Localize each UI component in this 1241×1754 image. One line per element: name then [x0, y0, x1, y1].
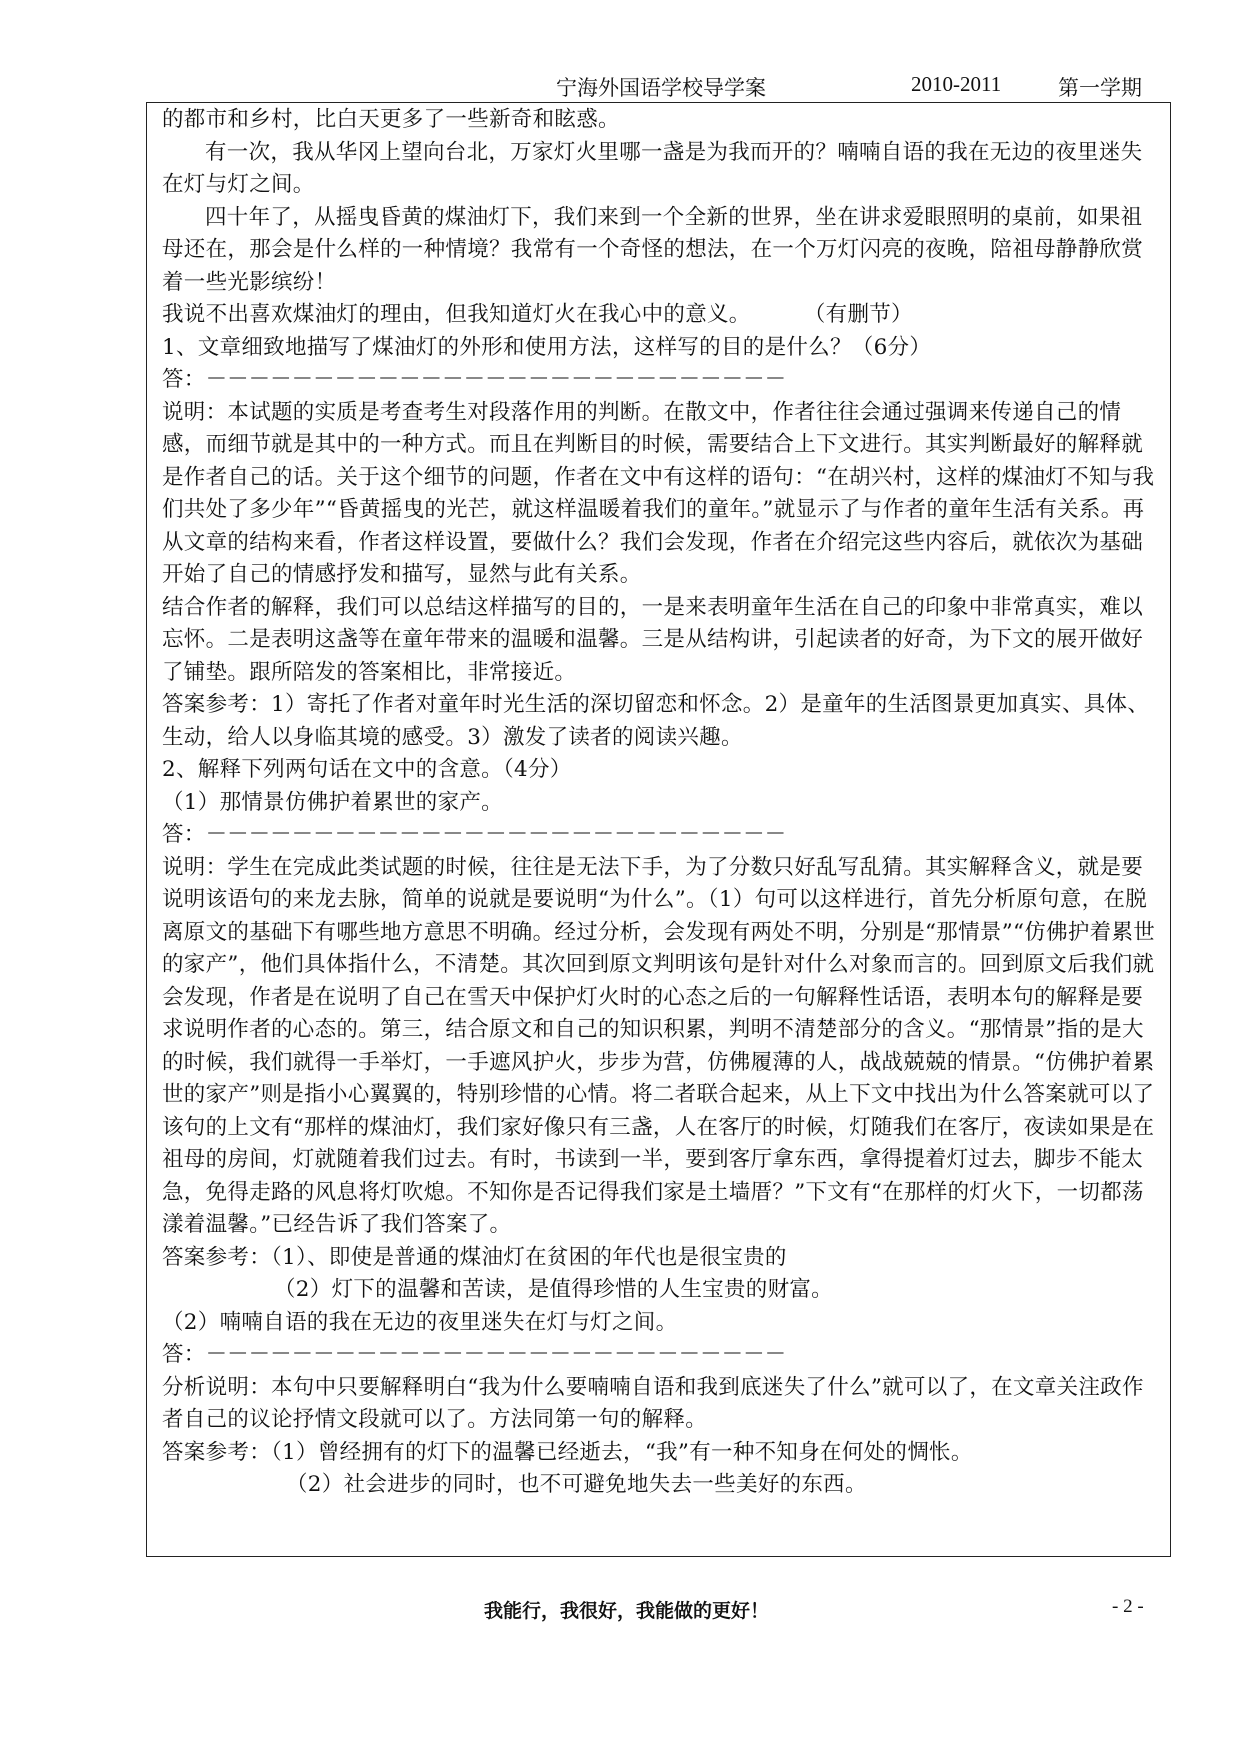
document-body: [162, 104, 1160, 1502]
answer-line: [162, 1339, 1160, 1372]
answer-blank: －－－－－－－－－－－－－－－－－－－－－－－－－－－: [205, 822, 787, 847]
explanation: 说明：学生在完成此类试题的时候，往往是无法下手，为了分数只好乱写乱猜。其实解释含义，就是要说明该语句的来龙去脉，简单的说就是要说明“为什么”。（1）句可以这样进行，首先分析原句意，在脱离原文的基础下有哪些地方意思不明确。经过分析，会发现有两处不明，分别是“那情景”“仿佛护着累世的家产”，他们具体指什么，不清楚。其次回到原文判明该句是针对什么对象而言的。回到原文后我们就会发现，作者是在说明了自己在雪天中保护灯火时的心态之后的一句解释性话语，表明本句的解释是要求说明作者的心态的。第三，结合原文和自己的知识积累，判明不清楚部分的含义。“那情景”指的是大的时候，我们就得一手举灯，一手遮风护火，步步为营，仿佛履薄的人，战战兢兢的情景。“仿佛护着累世的家产”则是指小心翼翼的，特别珍惜的心情。将二者联合起来，从上下文中找出为什么答案就可以了该句的上文有“那样的煤油灯，我们家好像只有三盏，人在客厅的时候，灯随我们在客厅，夜读如果是在祖母的房间，灯就随着我们过去。有时，书读到一半，要到客厅拿东西，拿得提着灯过去，脚步不能太急，免得走路的风息将灯吹熄。不知你是否记得我们家是土墙厝？”下文有“在那样的灯火下，一切都荡漾着温馨。”已经告诉了我们答案了。: [162, 854, 1156, 1237]
passage-closing-text: 我说不出喜欢煤油灯的理由，但我知道灯火在我心中的意义。: [162, 302, 751, 327]
passage-paragraph: 的都市和乡村，比白天更多了一些新奇和眩惑。: [162, 107, 620, 132]
explanation: 分析说明：本句中只要解释明白“我为什么要喃喃自语和我到底迷失了什么”就可以了，在文章关注政作者自己的议论抒情文段就可以了。方法同第一句的解释。: [162, 1374, 1144, 1432]
passage-closing: [162, 299, 1160, 332]
explanation-summary: 结合作者的解释，我们可以总结这样描写的目的，一是来表明童年生活在自己的印象中非常真实，难以忘怀。二是表明这盏等在童年带来的温暖和温馨。三是从结构讲，引起读者的好奇，为下文的展开做好了铺垫。跟所陪发的答案相比，非常接近。: [162, 594, 1144, 685]
sub-question: （1）那情景仿佛护着累世的家产。: [162, 789, 503, 815]
answer-blank: －－－－－－－－－－－－－－－－－－－－－－－－－－－: [205, 1342, 787, 1367]
page-footer: [0, 1596, 1241, 1628]
question-2: 2、解释下列两句话在文中的含意。（4分）: [162, 757, 572, 782]
abridged-note: （有删节）: [814, 302, 913, 327]
page-number: - 2 -: [1112, 1596, 1144, 1617]
answer-reference: 答案参考：（1）、即使是普通的煤油灯在贫困的年代也是很宝贵的: [162, 1244, 787, 1270]
explanation: 说明：本试题的实质是考查考生对段落作用的判断。在散文中，作者往往会通过强调来传递自己的情感，而细节就是其中的一种方式。而且在判断目的时候，需要结合上下文进行。其实判断最好的解释就是作者自己的话。关于这个细节的问题，作者在文中有这样的语句：“在胡兴村，这样的煤油灯不知与我们共处了多少年”“昏黄摇曳的光芒，就这样温暖着我们的童年。”就显示了与作者的童年生活有关系。再从文章的结构来看，作者这样设置，要做什么？我们会发现，作者在介绍完这些内容后，就依次为基础开始了自己的情感抒发和描写，显然与此有关系。: [162, 399, 1155, 587]
question-1: 1、文章细致地描写了煤油灯的外形和使用方法，这样写的目的是什么？（6分）: [162, 334, 932, 360]
answer-label: 答：: [162, 1342, 206, 1367]
sub-question: （2）喃喃自语的我在无边的夜里迷失在灯与灯之间。: [162, 1309, 678, 1335]
answer-label: 答：: [162, 367, 206, 392]
passage-paragraph: 有一次，我从华冈上望向台北，万家灯火里哪一盏是为我而开的？喃喃自语的我在无边的夜里迷失在灯与灯之间。: [162, 139, 1143, 197]
answer-line: [162, 819, 1160, 852]
answer-reference-continued: （2）社会进步的同时，也不可避免地失去一些美好的东西。: [286, 1472, 867, 1497]
school-title: 宁海外国语学校导学案: [556, 76, 766, 100]
footer-slogan: 我能行，我很好，我能做的更好！: [484, 1600, 770, 1622]
page-header: [0, 72, 1241, 102]
school-year: 2010-2011: [911, 72, 1002, 96]
answer-reference-continued: （2）灯下的温馨和苦读，是值得珍惜的人生宝贵的财富。: [274, 1277, 833, 1302]
term-label: 第一学期: [1058, 76, 1142, 100]
answer-blank: －－－－－－－－－－－－－－－－－－－－－－－－－－－: [205, 367, 787, 392]
passage-paragraph: 四十年了，从摇曳昏黄的煤油灯下，我们来到一个全新的世界，坐在讲求爱眼照明的桌前，如果祖母还在，那会是什么样的一种情境？我常有一个奇怪的想法，在一个万灯闪亮的夜晚，陪祖母静静欣赏着一些光影缤纷！: [162, 204, 1144, 295]
answer-line: [162, 364, 1160, 397]
answer-label: 答：: [162, 822, 206, 847]
answer-reference: 答案参考：（1）曾经拥有的灯下的温馨已经逝去，“我”有一种不知身在何处的惆怅。: [162, 1439, 973, 1465]
answer-reference: 答案参考：1）寄托了作者对童年时光生活的深切留恋和怀念。2）是童年的生活图景更加真实、具体、生动，给人以身临其境的感受。3）激发了读者的阅读兴趣。: [162, 692, 1150, 750]
